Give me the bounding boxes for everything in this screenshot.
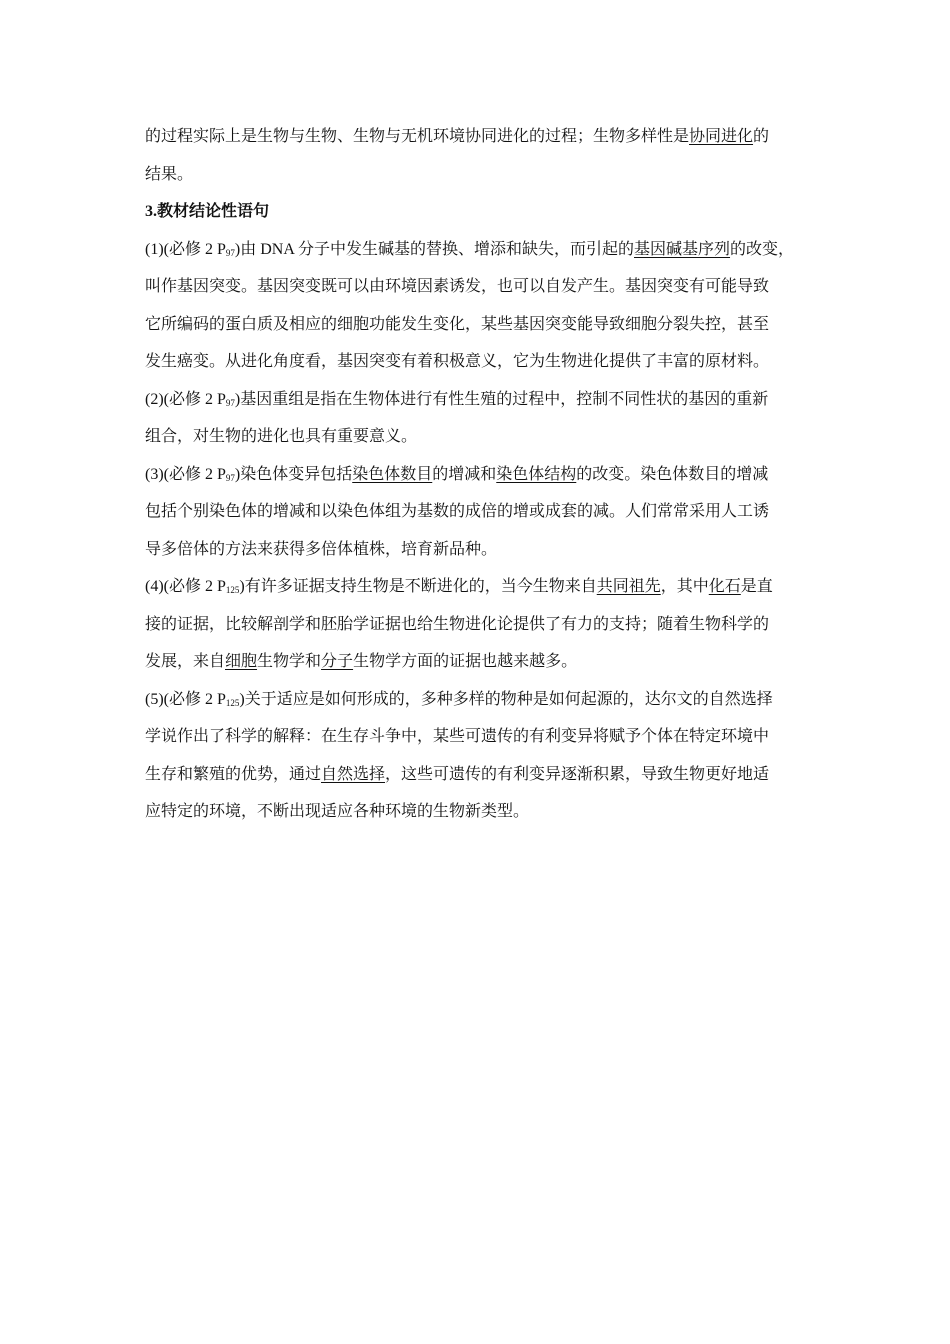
statement-line: 包括个别染色体的增减和以染色体组为基数的成倍的增或成套的减。人们常常采用人工诱 — [145, 503, 770, 520]
answer-blank: 分子 — [321, 653, 354, 670]
text-run: )关于适应是如何形成的，多种多样的物种是如何起源的，达尔文的自然选择 — [239, 690, 773, 708]
text-run: )染色体变异包括 — [234, 465, 353, 483]
statement-line — [145, 231, 810, 269]
answer-blank: 细胞 — [225, 653, 258, 670]
text-run: )由 DNA 分子中发生碱基的替换、增添和缺失，而引起的 — [234, 240, 635, 258]
statement-line: 叫作基因突变。基因突变既可以由环境因素诱发，也可以自发产生。基因突变有可能导致 — [145, 278, 770, 295]
text-run: 的增减和 — [432, 465, 497, 483]
text-run: 发展，来自 — [145, 653, 226, 670]
page-subscript: 125 — [225, 697, 240, 708]
section-heading: 3.教材结论性语句 — [145, 203, 270, 220]
statement-5 — [145, 681, 810, 831]
answer-blank: 自然选择 — [321, 765, 386, 783]
page-subscript: 125 — [225, 585, 240, 595]
statement-line — [145, 381, 810, 419]
text-run: ，这些可遗传的有利变异逐渐积累，导致生物更好地适 — [385, 765, 770, 783]
statement-line — [145, 456, 810, 494]
page-subscript: 97 — [225, 247, 235, 258]
text-run: ，其中 — [660, 578, 709, 595]
answer-blank: 基因碱基序列 — [634, 240, 731, 258]
text-run: 的过程实际上是生物与生物、生物与无机环境协同进化的过程；生物多样性是 — [145, 128, 690, 145]
statement-1 — [145, 231, 810, 381]
page-subscript: 97 — [225, 397, 235, 408]
answer-blank: 协同进化 — [689, 128, 754, 145]
statement-line — [145, 568, 810, 606]
statement-3 — [145, 456, 810, 569]
statement-4 — [145, 568, 810, 681]
statement-line: 接的证据，比较解剖学和胚胎学证据也给生物进化论提供了有力的支持；随着生物科学的 — [145, 615, 770, 633]
statement-line — [145, 681, 810, 719]
textbook-ref: (4)(必修 2 P — [145, 578, 226, 595]
statement-line: 导多倍体的方法来获得多倍体植株，培育新品种。 — [145, 540, 498, 558]
statement-2 — [145, 381, 810, 456]
text-run: 的改变。染色体数目的增减 — [576, 465, 769, 483]
statement-line: 应特定的环境，不断出现适应各种环境的生物新类型。 — [145, 803, 530, 820]
page-subscript: 97 — [225, 472, 235, 483]
text-run: 生存和繁殖的优势，通过 — [145, 765, 322, 783]
text-run: 生物学方面的证据也越来越多。 — [353, 653, 578, 670]
text-run: )基因重组是指在生物体进行有性生殖的过程中，控制不同性状的基因的重新 — [234, 390, 769, 408]
statement-line: 组合，对生物的进化也具有重要意义。 — [145, 428, 418, 445]
text-run: 的改变， — [730, 240, 795, 258]
statement-line: 发生癌变。从进化角度看，基因突变有着积极意义，它为生物进化提供了丰富的原材料。 — [145, 353, 770, 370]
statement-line: 它所编码的蛋白质及相应的细胞功能发生变化，某些基因突变能导致细胞分裂失控，甚至 — [145, 315, 770, 333]
answer-blank: 染色体结构 — [496, 465, 577, 483]
text-run: 的 — [753, 128, 770, 145]
statement-line: 学说作出了科学的解释：在生存斗争中，某些可遗传的有利变异将赋予个体在特定环境中 — [145, 728, 770, 745]
answer-blank: 染色体数目 — [352, 465, 433, 483]
textbook-ref: (3)(必修 2 P — [145, 465, 226, 483]
statement-line — [145, 643, 810, 681]
textbook-ref: (5)(必修 2 P — [145, 690, 226, 708]
intro-line-2: 结果。 — [145, 165, 194, 183]
text-run: )有许多证据支持生物是不断进化的，当今生物来自 — [239, 578, 597, 595]
answer-blank: 共同祖先 — [596, 578, 661, 595]
document-body — [145, 118, 810, 831]
text-run: 是直 — [740, 578, 773, 595]
textbook-ref: (1)(必修 2 P — [145, 240, 226, 258]
intro-line-1 — [145, 118, 810, 156]
answer-blank: 化石 — [708, 578, 741, 595]
textbook-ref: (2)(必修 2 P — [145, 390, 226, 408]
text-run: 生物学和 — [257, 653, 322, 670]
statement-line — [145, 756, 810, 794]
